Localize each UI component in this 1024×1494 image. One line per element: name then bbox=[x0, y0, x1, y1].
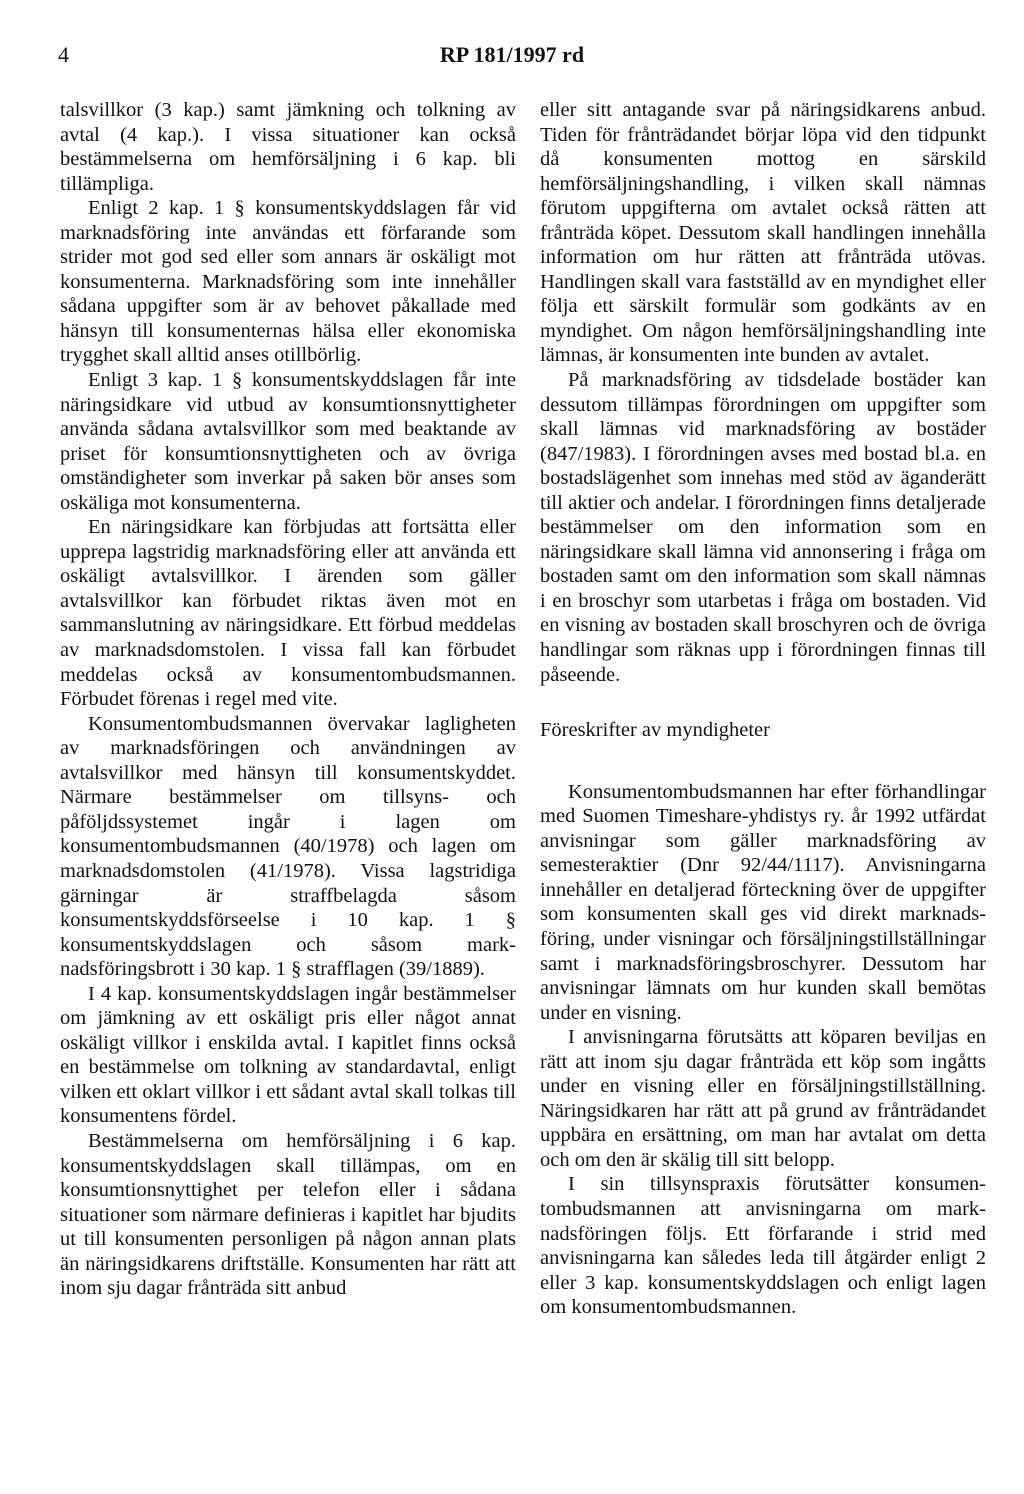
left-column bbox=[60, 98, 516, 1301]
section-heading: Föreskrifter av myndigheter bbox=[540, 719, 770, 742]
left-paragraph-4: En näringsidkare kan förbjudas att fortsätta eller upprepa lagstridig marknadsföring eller att använda ett oskäligt avtalsvillkor. I ärenden som gäller avtalsvillkor kan förbudet riktas även mot en sammanslutning av näringsidkare. Ett förbud meddelas av marknadsdomstolen. I vissa fall kan förbudet meddelas också av konsumentombudsmannen. Förbudet förenas i regel med vite. bbox=[60, 516, 516, 711]
page-number: 4 bbox=[58, 42, 69, 67]
right-paragraph-5: I sin tillsynspraxis förutsätter konsumentombudsmannen att anvisningarna om marknadsföringen följs. Ett förfarande i strid med anvisningarna kan således leda till åtgärder enligt 2 eller 3 kap. konsumentskyddslagen och enligt lagen om konsumentombudsmannen. bbox=[540, 1173, 986, 1319]
left-paragraph-3: Enligt 3 kap. 1 § konsumentskyddslagen får inte näringsidkare vid utbud av konsumtionsnyttigheter använda sådana avtalsvillkor som med beaktande av priset för konsumtionsnyttigheten och av övriga omständigheter som inverkar på saken bör anses som oskäliga mot konsumenterna. bbox=[60, 369, 516, 514]
left-paragraph-1: talsvillkor (3 kap.) samt jämkning och tolkning av avtal (4 kap.). I vissa situationer kan också bestämmelserna om hemförsäljning i 6 kap. bli tillämpliga. bbox=[60, 99, 516, 195]
document-id-header: RP 181/1997 rd bbox=[439, 42, 585, 67]
right-paragraph-3: Konsumentombudsmannen har efter förhandlingar med Suomen Timeshare-yhdistys ry. år 1992 utfärdat anvisningar som gäller marknadsföring av semesteraktier (Dnr 92/44/1117). Anvisningarna innehåller en detaljerad förteckning över de uppgifter som konsumenten skall ges vid direkt marknadsföring, under visningar och försäljningstillställningar samt i marknadsföringsbroschyrer. Dessutom har anvisningar lämnats om hur kunden skall bemötas under en visning. bbox=[540, 780, 986, 1024]
left-paragraph-7: Bestämmelserna om hemförsäljning i 6 kap. konsumentskyddslagen skall tillämpas, om en konsumtionsnyttighet per telefon eller i sådana situationer som närmare definieras i kapitlet har bjudits ut till konsumenten personligen på någon annan plats än näringsidkarens driftställe. Konsumenten har rätt att inom sju dagar frånträda sitt anbud bbox=[60, 1129, 516, 1300]
right-column bbox=[540, 98, 986, 1320]
right-paragraph-2: På marknadsföring av tidsdelade bostäder kan dessutom tillämpas förordningen om uppgifter som skall lämnas vid marknadsföring av bostäder (847/1983). I förordningen avses med bostad bl.a. en bostadslägenhet som innehas med stöd av äganderätt till aktier och andelar. I förordningen finns detaljerade bestämmelser om den information som en näringsidkare skall lämna vid annonsering i fråga om bostaden samt om den information som skall nämnas i en broschyr som utarbetas i fråga om bostaden. Vid en visning av bostaden skall broschyren och de övriga handlingar som räknas upp i förordningen finnas till påseende. bbox=[540, 369, 986, 686]
left-paragraph-6: I 4 kap. konsumentskyddslagen ingår bestämmelser om jämkning av ett oskäligt pris eller något annat oskäligt villkor i enskilda avtal. I kapitlet finns också en bestämmelse om tolkning av standardavtal, enligt vilken ett oklart villkor i ett sådant avtal skall tolkas till konsumentens fördel. bbox=[60, 982, 516, 1128]
right-paragraph-4: I anvisningarna förutsätts att köparen beviljas en rätt att inom sju dagar frånträda ett köp som ingåtts under en visning eller en försäljningstillställning. Näringsidkaren har rätt att på grund av frånträdandet uppbära en ersättning, om man har avtalat om detta och om den är skälig till sitt belopp. bbox=[540, 1026, 986, 1171]
left-paragraph-2: Enligt 2 kap. 1 § konsumentskyddslagen får vid marknadsföring inte användas ett förfarande som strider mot god sed eller som annars är oskäligt mot konsumenterna. Marknadsföring som inte innehåller sådana uppgifter som är av behovet påkallade med hänsyn till konsumenternas hälsa eller ekonomiska trygghet skall alltid anses otillbörlig. bbox=[60, 197, 516, 367]
left-paragraph-5: Konsumentombudsmannen övervakar lagligheten av marknadsföringen och användningen av avtalsvillkor med hänsyn till konsumentskyddet. Närmare bestämmelser om tillsyns- och påföljdssystemet ingår i lagen om konsumentombudsmannen (40/1978) och lagen om marknadsdomstolen (41/1978). Vissa lagstridiga gärningar är straffbelagda såsom konsumentskyddsförseelse i 10 kap. 1 § konsumentskyddslagen och såsom marknadsföringsbrott i 30 kap. 1 § strafflagen (39/1889). bbox=[60, 712, 516, 981]
right-paragraph-1: eller sitt antagande svar på näringsidkarens anbud. Tiden för frånträdandet börjar löpa vid den tidpunkt då konsumenten mottog en särskild hemförsäljningshandling, i vilken skall nämnas förutom uppgifterna om avtalet också rätten att frånträda köpet. Dessutom skall handlingen innehålla information om hur rätten att frånträda utövas. Handlingen skall vara fastställd av en myndighet eller följa ett särskilt formulär som godkänts av en myndighet. Om någon hemförsäljningshandling inte lämnas, är konsumenten inte bunden av avtalet. bbox=[540, 99, 986, 367]
